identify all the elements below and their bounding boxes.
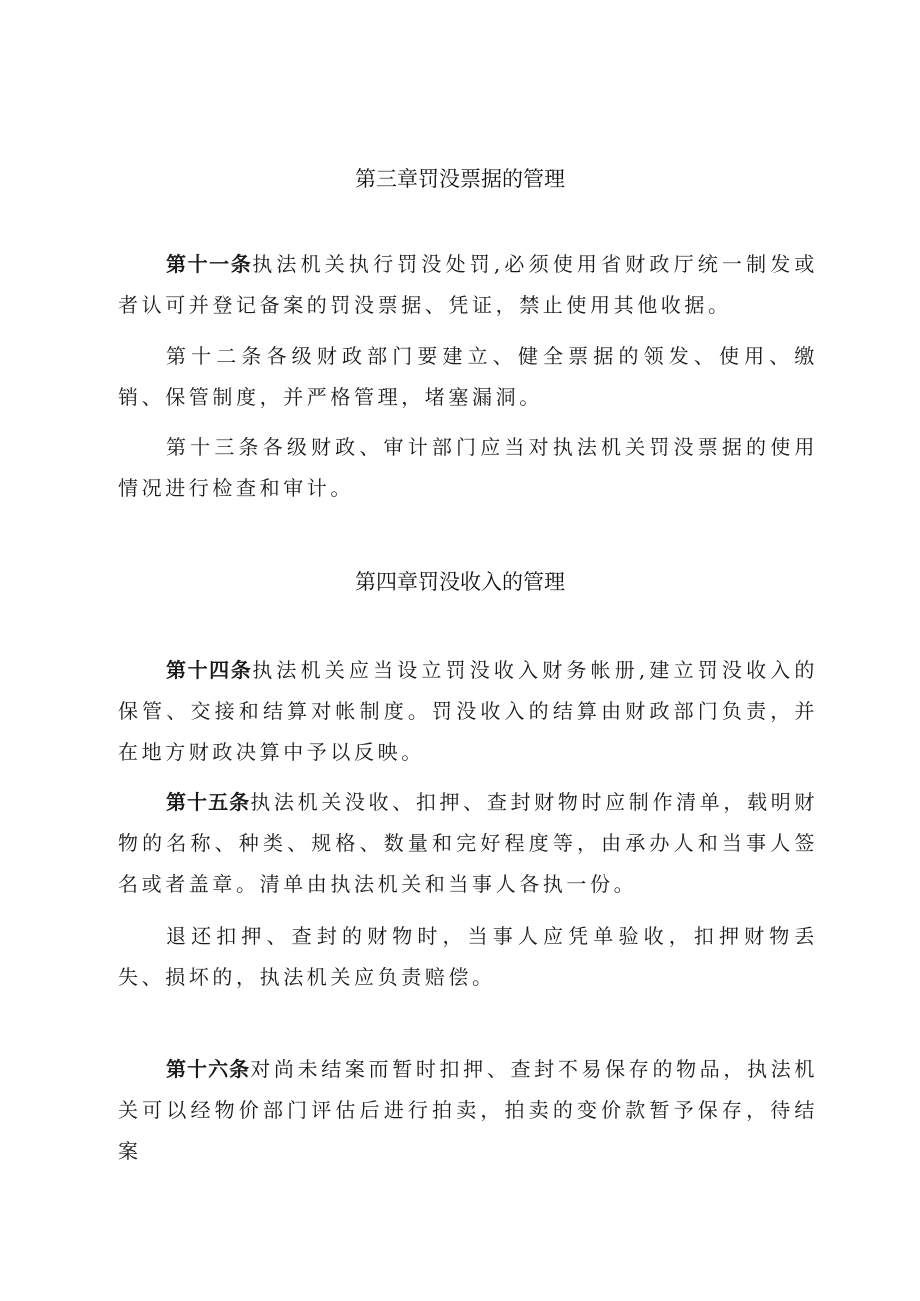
article-13 xyxy=(118,427,818,509)
article-15-return-clause xyxy=(118,916,818,998)
article-15-return-text: 退还扣押、查封的财物时，当事人应凭单验收，扣押财物丢失、损坏的，执法机关应负责赔偿。 xyxy=(118,924,818,989)
article-12 xyxy=(118,336,818,418)
article-11-label: 第十一条 xyxy=(166,252,253,276)
chapter-4-title: 第四章罚没收入的管理 xyxy=(355,570,565,594)
article-16 xyxy=(118,1049,818,1172)
article-13-text: 第十三条各级财政、审计部门应当对执法机关罚没票据的使用情况进行检查和审计。 xyxy=(118,435,818,500)
article-15 xyxy=(118,782,818,905)
article-14-text: 执法机关应当设立罚没收入财务帐册,建立罚没收入的保管、交接和结算对帐制度。罚没收入的结算由财政部门负责，并在地方财政决算中予以反映。 xyxy=(118,658,818,764)
article-14 xyxy=(118,650,818,773)
chapter-3-title: 第三章罚没票据的管理 xyxy=(355,167,565,191)
article-11 xyxy=(118,244,818,326)
article-12-text: 第十二条各级财政部门要建立、健全票据的领发、使用、缴销、保管制度，并严格管理，堵塞漏洞。 xyxy=(118,344,818,409)
article-15-label: 第十五条 xyxy=(166,790,251,814)
article-11-text: 执法机关执行罚没处罚,必须使用省财政厅统一制发或者认可并登记备案的罚没票据、凭证，禁止使用其他收据。 xyxy=(118,252,818,317)
article-15-text: 执法机关没收、扣押、查封财物时应制作清单，载明财物的名称、种类、规格、数量和完好程度等，由承办人和当事人签名或者盖章。清单由执法机关和当事人各执一份。 xyxy=(118,790,819,896)
article-16-label: 第十六条 xyxy=(166,1057,251,1081)
article-14-label: 第十四条 xyxy=(166,658,253,682)
article-16-text: 对尚未结案而暂时扣押、查封不易保存的物品，执法机关可以经物价部门评估后进行拍卖，拍卖的变价款暂予保存，待结案 xyxy=(118,1057,819,1163)
